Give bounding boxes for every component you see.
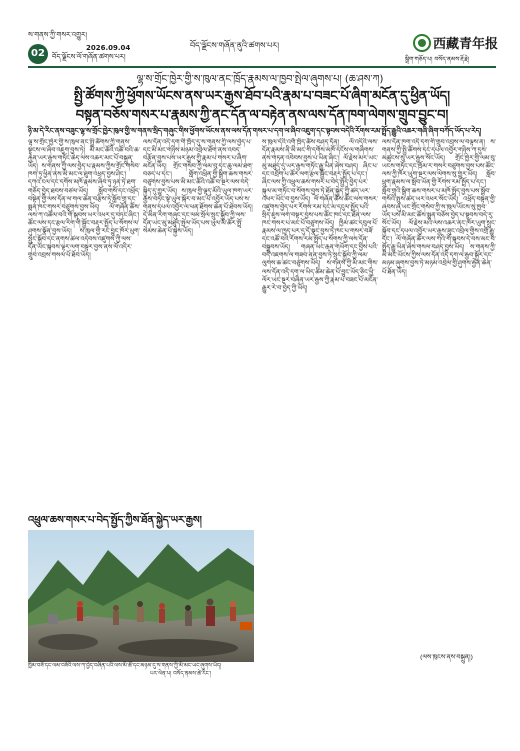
section-label: ས་གནས་ཀྱི་གསར་འགྱུར། [28, 31, 87, 39]
masthead-chinese: 西藏青年报 [433, 37, 499, 52]
article-column-1: ལྷ་ས་གྲོང་ཁྱེར་གྱི་ས་ཁུལ་ནང་སྤྱི་ཚོགས་ཀྱི་གནས་སྟངས་ལ་ཞིབ་འཇུག་བྱས་ཏེ། མི་མང་ཚོའི་འཚོ་བའི་ཆ་རྐྱེན་ཡར་རྒྱས་གཏོང་ཆེད་ལས་འཆར་མང་པོ་བསྐྲུན་ཡོད། ས་གནས་ཀྱི་ལས་བྱེད་པ་རྣམས་ཀྱིས་གྲོང་གསེབ་ཁག་ཏུ་ཕྱིན་ནས་མི་མང་ལ་ཐུག་འཕྲད་བྱས་ཤིང་། དཀའ་ངལ་དང་དགོས་མཁོ་རྣམས་ཞིབ་ཏུ་ཉན་ཏེ་ཐག་གཅོད་བྱེད་ཐབས་བཙལ་ཡོད། སློབ་གསོ་དང་འཕྲོད་བསྟེན་གྱི་ལས་དོན་ལ་གལ་ཆེན་བརྩིས་ཏེ་སློབ་གྲྭ་དང་སྨན་ཁང་གསར་བཙུགས་བྱས་ཡོད། ལོ་གཞོན་ཚོས་ལས་ཀ་འཚོལ་བའི་གོ་སྐབས་ཡར་འཕར་དུ་བཏང་ཞིང་། ཚོང་ལས་དང་རྩལ་རིག་གི་སྦྱོང་བརྡར་སྤྲོད་པ་སོགས་ལ་ཤུགས་སྣོན་བྱས་ཡོད། ས་ཁུལ་གྱི་རང་བྱུང་ཁོར་ཡུག་སྲུང་སྐྱོབ་དང་ནགས་ཚལ་འདེབས་འཛུགས་ཀྱི་ལས་དོན་ཡང་སྐབས་ལྟར་ལག་བསྟར་བྱས་ནས་ལོ་འདིར་གྲུབ་འབྲས་གསལ་པོ་ཐོབ་ཡོད། [28, 138, 140, 260]
logo-inner-dot [418, 39, 426, 47]
issue-date: 2026.09.04 [86, 44, 131, 52]
article-lead: ཉི་མ་དེ་རིང་ནས་བཟུང་ལྷ་ས་གྲོང་ཁྱེར་ཁུལ་གྱི་ས་གནས་སྲིད་གཞུང་གིས་ཕྱོགས་ཡོངས་ནས་ལས་དོན་གསར་པ་དག་ལ་ཞིབ་འཇུག་དང་སྟབས་བདེའི་རོགས་རམ་སྤྲོད་རྒྱུའི་འཆར་གཞི་ཞིག་བཀོད་ཡོད་པ་རེད། [28, 127, 482, 135]
headline-line-2: བསྟན་བཅོས་གསར་པ་རྣམས་ཀྱི་ནང་དོན་ལ་བརྟེན་ནས་ལས་དོན་ཁག་ལེགས་གྲུབ་བྱུང་བ། [75, 108, 449, 123]
editor-line: སྒྲིག་གཅོད་པ། བསོད་ནམས་རྡོ་རྗེ། [405, 56, 470, 63]
article-byline: (ལས་ཁུངས་ནས་བསྐྲུན།) [420, 653, 473, 661]
headline-line-1: སྤྱི་ཚོགས་ཀྱི་ཕྱོགས་ཡོངས་ནས་ཡར་རྒྱས་ཐོབ་པའི་རྣམ་པ་བཟང་པོ་ཞིག་མངོན་དུ་ཕྱིན་ཡོད། [73, 89, 451, 104]
header-divider [28, 66, 496, 68]
article-column-4: ལས་དོན་ཁག་འདི་དག་གི་གྲུབ་འབྲས་ལ་བལྟས་ན། ས་གནས་ཀྱི་སྤྱི་ཚོགས་དང་དཔལ་འབྱོར་གཉིས་ཀ་དུས་མཚུངས་སུ་ཡར་རྒྱས་སོང་ཡོད། གྲོང་ཁྱེར་གྱི་ལམ་བུ་ཡངས་གཏོང་དང་ཁྲོམ་ར་གསར་བཙུགས་བྱས་པས་ཚོང་ལས་ཀྱི་ཁོར་ཡུག་སྔར་ལས་ལེགས་སུ་གྱུར་ཡོད། སློབ་ཕྲུག་རྣམས་ལ་སློབ་ཡོན་གྱི་རོགས་རམ་སྤྲོད་པ་དང་། སློབ་གྲྭའི་སྒྲིག་ཆས་གསར་པ་མཁོ་སྤྲོད་བྱས་པས་སློབ་གསོའི་སྤུས་ཚད་ཡར་འཕར་སོང་ཡོད། འཕྲོད་བསྟེན་གྱི་ཞབས་ཞུ་ཡང་གྲོང་གསེབ་ཀྱི་ས་ཁུལ་ཡོངས་སུ་ཁྱབ་ཡོད་པས་མི་མང་ཚོས་སྨན་བཅོས་བྱེད་པ་སྟབས་བདེ་རུ་སོང་ཡོད། ལོ་རྗེས་མའི་ལས་འཆར་ནང་ཁོར་ཡུག་སྲུང་སྐྱོབ་དང་དཔལ་འབྱོར་ཡར་རྒྱས་ཟུང་འབྲེལ་གྱིས་འགྲོ་རྒྱུ་དང་། ལོ་གཞོན་ཚོར་ལས་ཀའི་གོ་སྐབས་དེ་བས་མང་བ་སྤྲོད་རྒྱུ་ཡིན་ཞེས་གསལ་བཤད་བྱས་ཡོད། ས་གནས་ཀྱི་མི་མང་ཡོངས་ཀྱིས་ལས་དོན་འདི་དག་ལ་རྒྱབ་སྐྱོར་དང་མཉམ་ཞུགས་བྱས་ཏེ་མཉམ་འབྲེལ་གྱི་ཤུགས་རྐྱེན་ཆེན་པོ་ཐོན་ཡོད། [382, 138, 496, 276]
masthead-tibetan: བོད་ལྗོངས་གཞོན་ནུའི་ཚགས་པར། [190, 41, 279, 50]
photo-credit: པར་ལེན་པ། བསོད་ནམས་ཚེ་རིང་། [150, 671, 212, 677]
photo-caption: ཁྱིམ་བཟོ་དང་ལམ་བཟོའི་ལས་ཀ་བྱེད་བཞིན་པའི་ལས་མི་ཚོ་དང་མཉམ་དུ་ས་གནས་ཀྱི་མི་མང་ཡང་ཞུགས་ཡོད། [28, 663, 222, 669]
mountain-workers-photo [28, 530, 254, 662]
article-column-3: ས་ཁུལ་དེའི་འགོ་ཁྲིད་ཚོས་བཤད་དོན། ལོ་འདིའི་ལས་དོན་རྣམས་ནི་མི་མང་གི་དགོས་མཁོ་དངོས་ལ་གཞིགས་ནས་གཏན་འབེབས་བྱས་པ་ཡིན་ཞིང་། ལོ་རྗེས་མར་ཡང་མུ་མཐུད་དུ་ཡར་རྒྱས་གཏོང་རྒྱུ་ཡིན་ཞེས་བཤད། ཞིང་པ་དང་འབྲོག་པ་ཚོར་ལག་རྩལ་སྦྱོང་བརྡར་སྤྲོད་པ་དང་། ཞིང་ལས་ཀྱི་འཕྲུལ་ཆས་གསར་པ་བེད་སྤྱོད་བྱེད་པར་སྐུལ་མ་གཏོང་བ་སོགས་བྱས་ཏེ་ཐོན་སྐྱེད་ཀྱི་ཚད་ཡར་འཕར་ཡོང་བ་བྱས་ཡོད། ལོ་གཞོན་ཚོས་ཚོང་ལས་གསར་འཛུགས་བྱེད་པར་རོགས་རམ་དང་མ་དངུལ་སྤྲོད་པའི་སྲིད་ཇུས་ལག་བསྟར་བྱས་པས་ཚོང་ཁང་དང་ཐོན་ལས་ཁང་གསར་པ་མང་པོ་བཙུགས་ཡོད། ཁྱིམ་ཚང་དབུལ་པོ་རྣམས་ལ་ཁྱད་པར་དུ་དོ་སྣང་བྱས་ཏེ་ཁང་པ་གསར་བཟོ་དང་འཚོ་བའི་རོགས་རམ་སྤྲོད་པ་སོགས་ཀྱི་ལས་དོན་བསྒྲུབས་ཡོད། གཞན་ཡང་རྒན་གཡོག་དང་བྱིས་པའི་བདེ་འཇགས་ལ་གཟབ་ནན་བྱས་ཏེ་སྲུང་སྐྱོབ་ཀྱི་ལམ་ལུགས་ཆ་ཚང་བཙུགས་ཡོད། ས་གནས་ཀྱི་མི་མང་གིས་ལས་དོན་འདི་དག་ལ་ཡིད་ཚིམ་ཆེན་པོ་བྱུང་ཡོད་ཅིང་ཕྱི་ལོར་ཡང་སྔར་བཞིན་ཡར་རྒྱས་ཀྱི་རྣམ་པ་བཟང་པོ་མངོན་རྒྱུར་རེ་བ་བྱེད་ཀྱི་ཡོད། [262, 138, 378, 292]
photo-subhead: འཕྲུལ་ཆས་གསར་པ་བེད་སྤྱོད་ཀྱིས་ཐོན་སྐྱེད་ཡར་རྒྱས། [28, 515, 202, 526]
pretitle: ལྷ་ས་གྲོང་ཁྱེར་གྱི་ས་ཁུལ་ནང་ཁྲོད་རྣམས་ལ་ཁྱབ་སྤེལ་ཞུགས་པ། (ཆ་ཤས་ཀ) [136, 74, 384, 85]
section-title: བོད་ལྗོངས་ལོ་གཞོན་ཚགས་པར། [52, 53, 126, 61]
article-column-2: ལས་དོན་འདི་དག་གི་ཁྲོད་དུ་ས་གནས་ཀྱི་ལས་བྱེད་པ་དང་མི་མང་གཉིས་མཉམ་འབྲེལ་ཐོག་ནས་འབད་བརྩོན་བྱས་པས་ཡར་རྒྱས་ཀྱི་རྣམ་པ་གསར་པ་ཞིག་མངོན་ཡོད། གྲོང་གསེབ་ཀྱི་ལམ་བུ་དང་ཆུ་ལམ་ཐག་བཅད་པ་དང་། གློག་འཕྲིན་གྱི་སྒྲིག་ཆས་གསར་བཙུགས་བྱས་པས་མི་མང་ཚོའི་འཚོ་བ་སྔར་ལས་བདེ་སྐྱིད་དུ་གྱུར་ཡོད། ས་ཁུལ་གྱི་ལྟད་མོའི་ཡུལ་ཁག་ཡར་རྒྱས་བཏང་སྟེ་ཡུལ་སྐོར་བ་མང་པོ་འབྱོར་ཡོད་པས་ས་གནས་དཔལ་འབྱོར་ལ་ཕན་ཐོགས་ཆེན་པོ་ཐེབས་ཡོད། དེ་མིན་རིག་གཞུང་དང་ལམ་སྲོལ་སྲུང་སྐྱོབ་ཀྱི་ལས་དོན་ཡང་མུ་མཐུད་སྤེལ་ཡོད་པས་ཡུལ་མི་ཚོར་སྤྲོ་སེམས་ཆེན་པོ་སྐྱེས་ཡོད། [143, 138, 253, 236]
page-number-badge: 02 [28, 44, 48, 64]
